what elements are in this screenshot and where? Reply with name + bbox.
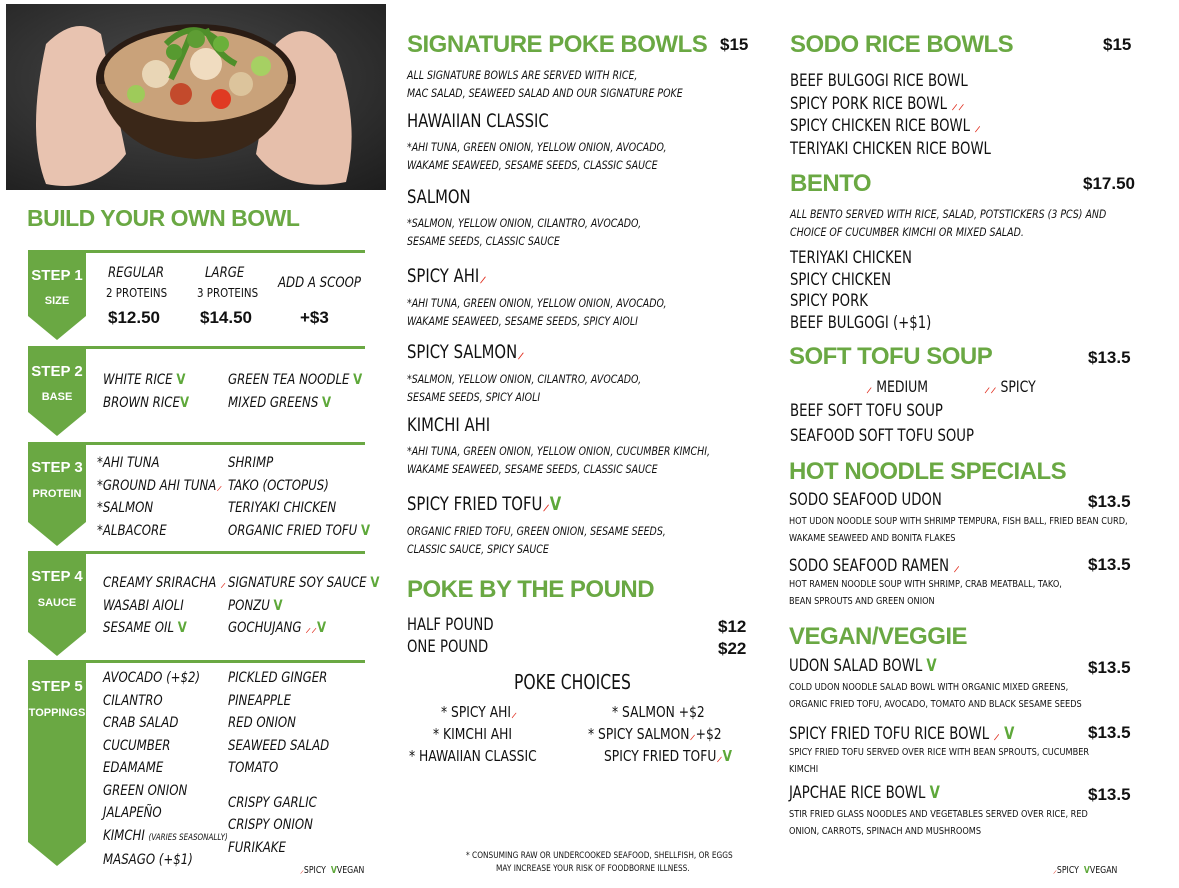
choice-spicy-fried-tofu: SPICY FRIED TOFU⸝V	[604, 747, 733, 765]
bento-item: SPICY CHICKEN	[790, 269, 892, 290]
item-desc: *SALMON, YELLOW ONION, CILANTRO, AVOCADO,	[407, 216, 642, 230]
protein-item: *ALBACORE	[97, 522, 167, 539]
vegan-item-desc: KIMCHI	[789, 764, 819, 775]
chili-pepper-icon: ⸝⸝	[984, 377, 997, 396]
topping-item: CRISPY ONION	[228, 817, 313, 833]
chili-pepper-icon: ⸝	[1053, 865, 1057, 876]
topping-item: RED ONION	[228, 715, 296, 731]
step-1-sub: SIZE	[44, 295, 70, 307]
vegan-item-price: $13.5	[1088, 723, 1131, 742]
size-regular-name: REGULAR	[108, 265, 165, 281]
vegan-item-desc: SPICY FRIED TOFU SERVED OVER RICE WITH BEAN SPROUTS, CUCUMBER	[789, 747, 1090, 758]
topping-item: GREEN ONION	[103, 782, 188, 799]
vegan-item-price: $13.5	[1088, 785, 1131, 804]
poke-choices-title: POKE CHOICES	[514, 670, 631, 694]
step-5-badge	[28, 660, 86, 842]
step-3-sub: PROTEIN	[32, 488, 82, 500]
step-1-badge	[28, 250, 86, 316]
raw-food-warning-1: * CONSUMING RAW OR UNDERCOOKED SEAFOOD, SHELLFISH, OR EGGS	[466, 851, 733, 861]
protein-item: *GROUND AHI TUNA⸝	[97, 477, 223, 494]
item-desc: CLASSIC SAUCE, SPICY SAUCE	[407, 542, 549, 556]
vegan-leaf-icon: V	[929, 783, 940, 803]
choice-spicy-ahi: * SPICY AHI⸝	[441, 703, 518, 721]
size-large-name: LARGE	[205, 265, 245, 281]
vegan-leaf-icon: V	[1004, 724, 1015, 744]
noodle-title: HOT NOODLE SPECIALS	[789, 458, 1067, 485]
bento-item: BEEF BULGOGI (+$1)	[790, 312, 932, 333]
item-name: SPICY FRIED TOFU⸝V	[407, 493, 562, 515]
topping-item: CRISPY GARLIC	[228, 794, 317, 811]
chili-pepper-icon: ⸝	[974, 116, 981, 136]
chili-pepper-icon: ⸝	[220, 575, 226, 591]
topping-item: FURIKAKE	[228, 839, 286, 856]
vegan-leaf-icon: V	[360, 522, 371, 539]
signature-item	[407, 414, 777, 478]
item-name: HAWAIIAN CLASSIC	[407, 110, 549, 132]
topping-item: PINEAPPLE	[228, 692, 291, 709]
tofu-item: BEEF SOFT TOFU SOUP	[790, 401, 943, 421]
vegan-leaf-icon: V	[273, 597, 283, 614]
chili-pepper-icon: ⸝⸝	[305, 620, 317, 636]
tofu-soup-price: $13.5	[1088, 348, 1131, 367]
topping-item: JALAPEÑO	[103, 805, 162, 821]
sauce-item: SESAME OIL V	[103, 620, 187, 636]
base-brown-rice: BROWN RICEV	[103, 395, 190, 411]
tofu-spicy-label: ⸝⸝ SPICY	[984, 377, 1036, 396]
vegan-leaf-icon: V	[1083, 865, 1090, 876]
raw-food-warning-2: MAY INCREASE YOUR RISK OF FOODBORNE ILLNESS.	[496, 864, 690, 874]
vegan-item-name: JAPCHAE RICE BOWL V	[789, 783, 940, 803]
vegan-leaf-icon: V	[926, 656, 937, 676]
kimchi-note: (VARIES SEASONALLY)	[148, 832, 228, 843]
signature-item	[407, 338, 692, 406]
sauce-item: GOCHUJANG ⸝⸝V	[228, 620, 327, 636]
item-desc: WAKAME SEAWEED, SESAME SEEDS, CLASSIC SAUCE	[407, 158, 658, 172]
noodle-item-name: SODO SEAFOOD RAMEN ⸝	[789, 556, 960, 576]
vegan-item-desc: STIR FRIED GLASS NOODLES AND VEGETABLES SERVED OVER RICE, RED	[789, 809, 1088, 820]
one-pound-label: ONE POUND	[407, 637, 489, 657]
tofu-item: SEAFOOD SOFT TOFU SOUP	[790, 426, 975, 446]
item-desc: *AHI TUNA, GREEN ONION, YELLOW ONION, AVOCADO,	[407, 140, 667, 154]
vegan-item-price: $13.5	[1088, 658, 1131, 677]
item-name: SALMON	[407, 186, 471, 208]
vegan-leaf-icon: V	[316, 620, 327, 636]
choice-spicy-salmon: * SPICY SALMON⸝+$2	[588, 725, 722, 743]
step-4-badge	[28, 551, 86, 632]
protein-item: *SALMON	[97, 500, 154, 516]
step-5-label: STEP 5	[31, 678, 83, 695]
sodo-item: TERIYAKI CHICKEN RICE BOWL	[790, 138, 991, 159]
chili-pepper-icon: ⸝	[216, 477, 223, 494]
vegan-leaf-icon: V	[330, 865, 337, 876]
tofu-medium-label: ⸝ MEDIUM	[866, 377, 929, 396]
toppings-list-right	[228, 667, 329, 859]
bento-title: BENTO	[790, 170, 872, 197]
chili-pepper-icon: ⸝	[300, 865, 304, 876]
vegan-leaf-icon: V	[370, 575, 380, 591]
divider	[86, 660, 365, 663]
pound-title: POKE BY THE POUND	[407, 576, 655, 603]
protein-list-left	[97, 452, 222, 542]
sauce-item: PONZU V	[228, 597, 283, 614]
toppings-list-left	[103, 667, 228, 872]
chili-pepper-icon: ⸝	[511, 703, 518, 721]
noodle-item-desc: HOT RAMEN NOODLE SOUP WITH SHRIMP, CRAB MEATBALL, TAKO,	[789, 579, 1062, 590]
tofu-soup-title: SOFT TOFU SOUP	[789, 343, 993, 370]
topping-item: SEAWEED SALAD	[228, 737, 330, 754]
chili-pepper-icon: ⸝	[479, 265, 487, 287]
protein-item: SHRIMP	[228, 455, 274, 471]
chili-pepper-icon: ⸝	[716, 747, 723, 765]
vegan-leaf-icon: V	[549, 493, 562, 515]
item-name: KIMCHI AHI	[407, 414, 491, 436]
protein-item: TAKO (OCTOPUS)	[228, 477, 329, 494]
noodle-item-desc: WAKAME SEAWEED AND BONITA FLAKES	[789, 533, 956, 544]
vegan-title: VEGAN/VEGGIE	[789, 623, 968, 650]
signature-item	[407, 490, 723, 558]
size-regular-sub: 2 PROTEINS	[106, 285, 168, 300]
topping-item: EDAMAME	[103, 760, 164, 776]
sodo-price: $15	[1103, 35, 1132, 54]
signature-item	[407, 110, 724, 174]
size-scoop-name: ADD A SCOOP	[278, 275, 361, 291]
choice-salmon: * SALMON +$2	[612, 703, 705, 721]
step-3-label: STEP 3	[31, 459, 83, 476]
base-white-rice: WHITE RICE V	[103, 372, 186, 388]
size-regular-price: $12.50	[108, 308, 160, 327]
vegan-leaf-icon: V	[722, 747, 733, 765]
item-desc: WAKAME SEAWEED, SESAME SEEDS, SPICY AIOLI	[407, 314, 638, 328]
sodo-item: SPICY PORK RICE BOWL ⸝⸝	[790, 93, 965, 114]
topping-item: CILANTRO	[103, 692, 163, 709]
half-pound-price: $12	[718, 617, 747, 636]
noodle-item-price: $13.5	[1088, 555, 1131, 574]
vegan-item-desc: ONION, CARROTS, SPINACH AND MUSHROOMS	[789, 826, 982, 837]
topping-item: KIMCHI (VARIES SEASONALLY)	[103, 827, 228, 844]
choice-kimchi-ahi: * KIMCHI AHI	[433, 725, 513, 743]
chili-pepper-icon: ⸝	[993, 724, 1000, 744]
noodle-item-desc: HOT UDON NOODLE SOUP WITH SHRIMP TEMPURA, FISH BALL, FRIED BEAN CURD,	[789, 516, 1128, 527]
signature-title: SIGNATURE POKE BOWLS	[407, 31, 708, 58]
chili-pepper-icon: ⸝	[542, 493, 550, 515]
step-3-badge	[28, 442, 86, 522]
size-scoop-price: +$3	[300, 308, 329, 327]
protein-item: *AHI TUNA	[97, 455, 160, 471]
size-large-price: $14.50	[200, 308, 252, 327]
vegan-leaf-icon: V	[322, 395, 332, 411]
bento-item: TERIYAKI CHICKEN	[790, 248, 912, 268]
bento-price: $17.50	[1083, 174, 1135, 193]
signature-item	[407, 186, 692, 250]
topping-item: PICKLED GINGER	[228, 670, 328, 686]
item-desc: SESAME SEEDS, CLASSIC SAUCE	[407, 234, 560, 248]
step-2-label: STEP 2	[31, 363, 83, 380]
chili-pepper-icon: ⸝	[517, 341, 525, 363]
divider	[86, 551, 365, 554]
poke-bowl-photo	[6, 4, 386, 190]
protein-item: ORGANIC FRIED TOFU V	[228, 522, 371, 539]
topping-item: AVOCADO (+$2)	[103, 670, 201, 686]
choice-hawaiian-classic: * HAWAIIAN CLASSIC	[409, 747, 537, 765]
topping-item: CRAB SALAD	[103, 715, 179, 731]
item-desc: ORGANIC FRIED TOFU, GREEN ONION, SESAME SEEDS,	[407, 524, 666, 538]
divider	[86, 346, 365, 349]
sauce-list-right	[228, 572, 379, 640]
sodo-item: SPICY CHICKEN RICE BOWL ⸝	[790, 116, 981, 136]
vegan-leaf-icon: V	[179, 395, 190, 411]
step-2-sub: BASE	[41, 391, 73, 403]
vegan-leaf-icon: V	[353, 372, 363, 388]
signature-note-2: MAC SALAD, SEAWEED SALAD AND OUR SIGNATURE POKE	[407, 86, 683, 100]
half-pound-label: HALF POUND	[407, 615, 494, 635]
sauce-item: SIGNATURE SOY SAUCE V	[228, 575, 380, 591]
topping-item: TOMATO	[228, 760, 279, 776]
vegan-item-name: SPICY FRIED TOFU RICE BOWL ⸝ V	[789, 724, 1015, 744]
noodle-item-name: SODO SEAFOOD UDON	[789, 490, 942, 510]
base-green-tea-noodle: GREEN TEA NOODLE V	[228, 372, 363, 388]
item-desc: WAKAME SEAWEED, SESAME SEEDS, CLASSIC SAUCE	[407, 462, 658, 476]
protein-list-right	[228, 452, 370, 542]
item-desc: *AHI TUNA, GREEN ONION, YELLOW ONION, AVOCADO,	[407, 296, 667, 310]
item-name: SPICY AHI⸝	[407, 265, 487, 287]
legend-left: ⸝SPICY VVEGAN	[300, 865, 365, 876]
base-mixed-greens: MIXED GREENS V	[228, 395, 332, 411]
build-your-own-bowl-title: BUILD YOUR OWN BOWL	[27, 205, 300, 231]
sodo-title: SODO RICE BOWLS	[790, 31, 1014, 58]
vegan-item-desc: COLD UDON NOODLE SALAD BOWL WITH ORGANIC MIXED GREENS,	[789, 682, 1069, 693]
bento-note-2: CHOICE OF CUCUMBER KIMCHI OR MIXED SALAD.	[790, 225, 1024, 239]
item-desc: *AHI TUNA, GREEN ONION, YELLOW ONION, CUCUMBER KIMCHI,	[407, 444, 710, 458]
chili-pepper-icon: ⸝	[866, 377, 873, 396]
sauce-item: CREAMY SRIRACHA ⸝	[103, 575, 226, 591]
item-name: SPICY SALMON⸝	[407, 341, 525, 363]
sodo-list	[790, 70, 1048, 160]
vegan-leaf-icon: V	[176, 372, 186, 388]
divider	[86, 250, 365, 253]
item-desc: *SALMON, YELLOW ONION, CILANTRO, AVOCADO,	[407, 372, 642, 386]
step-1-label: STEP 1	[31, 267, 83, 284]
step-4-sub: SAUCE	[37, 597, 77, 609]
topping-item: CUCUMBER	[103, 737, 171, 754]
signature-price: $15	[720, 35, 749, 54]
divider	[86, 442, 365, 445]
step-4-label: STEP 4	[31, 568, 83, 585]
legend-right: ⸝SPICY VVEGAN	[1053, 865, 1118, 876]
protein-item: TERIYAKI CHICKEN	[228, 500, 337, 516]
item-desc: SESAME SEEDS, SPICY AIOLI	[407, 390, 541, 404]
chili-pepper-icon: ⸝	[953, 556, 960, 576]
bento-note-1: ALL BENTO SERVED WITH RICE, SALAD, POTSTICKERS (3 PCS) AND	[790, 207, 1107, 221]
sauce-list-left	[103, 572, 226, 640]
vegan-leaf-icon: V	[177, 620, 187, 636]
noodle-item-price: $13.5	[1088, 492, 1131, 511]
chili-pepper-icon: ⸝	[689, 725, 696, 743]
one-pound-price: $22	[718, 639, 747, 658]
vegan-item-name: UDON SALAD BOWL V	[789, 656, 937, 676]
sauce-item: WASABI AIOLI	[103, 597, 184, 614]
step-5-sub: TOPPINGS	[28, 707, 86, 719]
bento-item: SPICY PORK	[790, 291, 869, 311]
noodle-item-desc: BEAN SPROUTS AND GREEN ONION	[789, 596, 935, 607]
size-large-sub: 3 PROTEINS	[197, 285, 259, 300]
bento-list	[790, 248, 971, 334]
topping-item: MASAGO (+$1)	[103, 852, 193, 868]
signature-item	[407, 262, 724, 330]
sodo-item: BEEF BULGOGI RICE BOWL	[790, 71, 968, 91]
signature-note-1: ALL SIGNATURE BOWLS ARE SERVED WITH RICE,	[407, 68, 638, 82]
chili-pepper-icon: ⸝⸝	[951, 93, 965, 114]
vegan-item-desc: ORGANIC FRIED TOFU, AVOCADO, TOMATO AND BLACK SESAME SEEDS	[789, 699, 1082, 710]
step-2-badge	[28, 346, 86, 412]
